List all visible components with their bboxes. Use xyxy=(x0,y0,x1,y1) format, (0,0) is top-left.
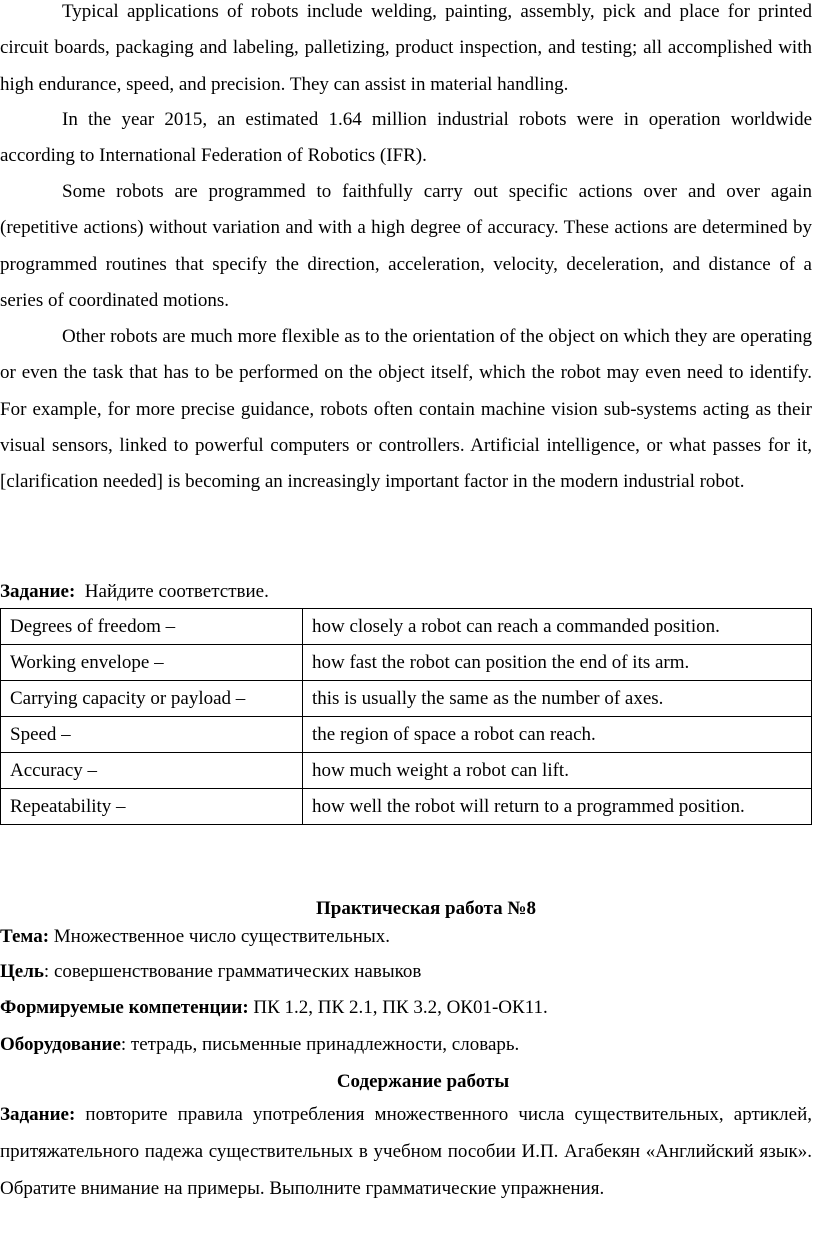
term-cell: Working envelope – xyxy=(1,645,303,681)
grammar-task-text: повторите правила употребления множественного числа существительных, артиклей, притяжательного падежа существительных в учебном пособии И.П. Агабекян «Английский язык». Обратите внимание на примеры. Выполните грамматические упражнения. xyxy=(0,1104,813,1199)
grammar-task-label: Задание: xyxy=(0,1104,76,1125)
paragraph-robot-statistics: In the year 2015, an estimated 1.64 million industrial robots were in operation worldwide according to International Federation of Robotics (IFR). xyxy=(0,109,812,167)
practical-work-title: Практическая работа №8 xyxy=(315,898,537,919)
term-cell: Speed – xyxy=(1,717,303,753)
paragraph-robot-applications: Typical applications of robots include welding, painting, assembly, pick and place for printed circuit boards, packaging and labeling, palletizing, product inspection, and testing; all accomplished with high endurance, speed, and precision. They can assist in material handling. xyxy=(0,1,812,95)
definition-cell: how much weight a robot can lift. xyxy=(303,753,812,789)
term-cell: Repeatability – xyxy=(1,789,303,825)
paragraph-programmed-robots: Some robots are programmed to faithfully carry out specific actions over and over again (repetitive actions) without variation and with a high degree of accuracy. These actions are determined by programmed routines that specify the direction, acceleration, velocity, deceleration, and distance of a series of coordinated motions. xyxy=(0,181,812,311)
definition-cell: how well the robot will return to a programmed position. xyxy=(303,789,812,825)
topic-line xyxy=(0,924,390,950)
definition-cell: how fast the robot can position the end of its arm. xyxy=(303,645,812,681)
matching-task-label: Задание: xyxy=(0,581,76,602)
topic-label: Тема: xyxy=(0,926,50,947)
term-cell: Degrees of freedom – xyxy=(1,609,303,645)
table-row xyxy=(1,645,812,681)
term-cell: Carrying capacity or payload – xyxy=(1,681,303,717)
matching-table xyxy=(0,608,812,825)
topic-text: Множественное число существительных. xyxy=(53,926,390,947)
definition-cell: how closely a robot can reach a commanded position. xyxy=(303,609,812,645)
matching-task-text: Найдите соответствие. xyxy=(84,581,269,602)
equipment-line xyxy=(0,1032,519,1058)
definition-cell: the region of space a robot can reach. xyxy=(303,717,812,753)
paragraph-flexible-robots: Other robots are much more flexible as to the orientation of the object on which they are operating or even the task that has to be performed on the object itself, which the robot may even need to identify. For example, for more precise guidance, robots often contain machine vision sub-systems acting as their visual sensors, linked to powerful computers or controllers. Artificial intelligence, or what passes for it,[clarification needed] is becoming an increasingly important factor in the modern industrial robot. xyxy=(0,326,812,493)
term-cell: Accuracy – xyxy=(1,753,303,789)
competencies-line xyxy=(0,995,548,1021)
competencies-label: Формируемые компетенции: xyxy=(0,997,249,1018)
definition-cell: this is usually the same as the number of axes. xyxy=(303,681,812,717)
table-row xyxy=(1,717,812,753)
goal-line xyxy=(0,959,421,985)
matching-task xyxy=(0,579,269,605)
goal-label: Цель xyxy=(0,961,44,982)
grammar-task xyxy=(0,1096,812,1207)
table-row xyxy=(1,681,812,717)
equipment-text: : тетрадь, письменные принадлежности, словарь. xyxy=(120,1034,520,1055)
goal-text: : совершенствование грамматических навыков xyxy=(43,961,422,982)
competencies-text: ПК 1.2, ПК 2.1, ПК 3.2, ОК01-ОК11. xyxy=(253,997,548,1018)
table-row xyxy=(1,753,812,789)
table-row xyxy=(1,609,812,645)
equipment-label: Оборудование xyxy=(0,1034,121,1055)
content-title: Содержание работы xyxy=(336,1071,510,1092)
table-row xyxy=(1,789,812,825)
